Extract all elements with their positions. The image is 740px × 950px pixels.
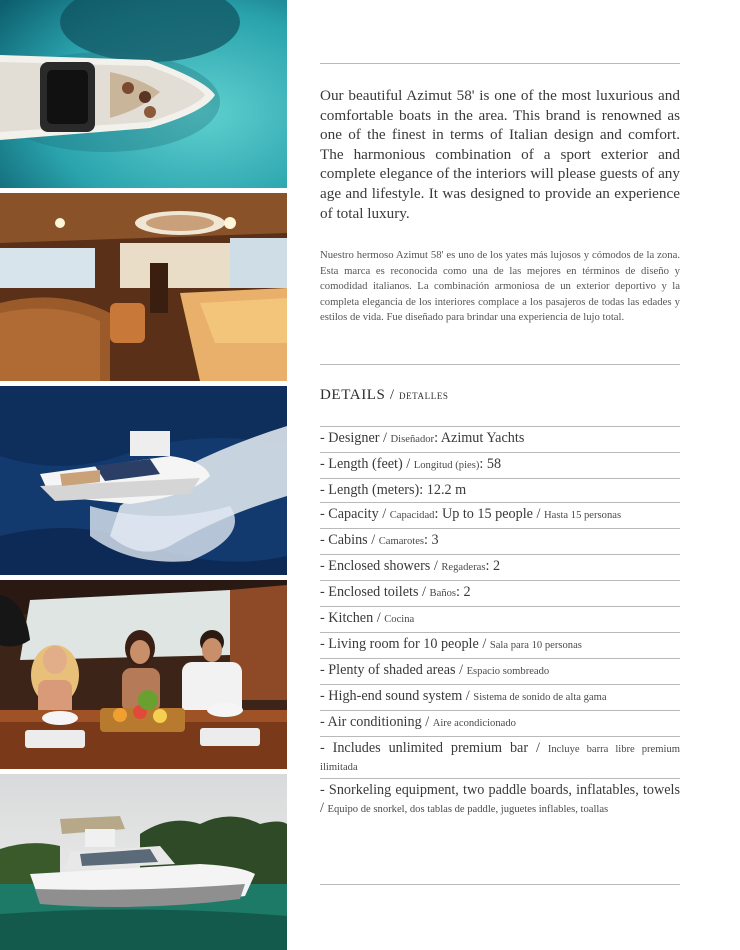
detail-living-room: - Living room for 10 people / Sala para 10 personas: [320, 633, 680, 659]
top-divider: [320, 63, 680, 64]
intro-english: Our beautiful Azimut 58' is one of the most luxurious and comfortable boats in the area. This brand is renowned as one of the finest in terms of Italian design and comfort. The harmonious combination of a sport exterior and complete elegance of the interiors will please guests of any age and lifestyle. It was designed to provide an experience of total luxury.: [320, 87, 680, 222]
detail-shaded-areas: - Plenty of shaded areas / Espacio sombreado: [320, 659, 680, 685]
intro-spanish: Nuestro hermoso Azimut 58' es uno de los yates más lujosos y cómodos de la zona. Esta marca es reconocida como una de las mejores en términos de diseño y comodidad italianos. La combinación armoniosa de un exterior deportivo y la completa elegancia de los interiores complace a los pasajeros de todas las edades y estilos de vida. Fue diseñado para brindar una experiencia de lujo total.: [320, 249, 680, 324]
details-list: [320, 426, 680, 820]
detail-length-meters: - Length (meters): 12.2 m: [320, 479, 680, 503]
photo-aerial-yacht: [0, 0, 287, 188]
detail-cabins: - Cabins / Camarotes: 3: [320, 529, 680, 555]
bottom-divider: [320, 884, 680, 885]
detail-showers: - Enclosed showers / Regaderas: 2: [320, 555, 680, 581]
detail-snorkeling: - Snorkeling equipment, two paddle boards, inflatables, towels / Equipo de snorkel, dos tablas de paddle, juguetes inflables, toallas: [320, 782, 680, 816]
details-heading-en: DETAILS /: [320, 387, 399, 403]
details-heading: [320, 387, 449, 404]
photo-yacht-cruising: [0, 386, 287, 575]
middle-divider: [320, 364, 680, 365]
detail-toilets: - Enclosed toilets / Baños: 2: [320, 581, 680, 607]
photo-guests-dining: [0, 580, 287, 769]
detail-air-conditioning: - Air conditioning / Aire acondicionado: [320, 711, 680, 737]
detail-designer: - Designer / Diseñador: Azimut Yachts: [320, 426, 680, 453]
photo-yacht-shore: [0, 774, 287, 950]
photo-interior-salon: [0, 193, 287, 381]
detail-length-feet: - Length (feet) / Longitud (pies): 58: [320, 453, 680, 479]
detail-capacity: - Capacity / Capacidad: Up to 15 people / Hasta 15 personas: [320, 503, 680, 529]
detail-kitchen: - Kitchen / Cocina: [320, 607, 680, 633]
detail-sound-system: - High-end sound system / Sistema de sonido de alta gama: [320, 685, 680, 711]
detail-premium-bar: - Includes unlimited premium bar / Incluye barra libre premium ilimitada: [320, 737, 680, 779]
details-heading-es: detalles: [398, 387, 449, 402]
